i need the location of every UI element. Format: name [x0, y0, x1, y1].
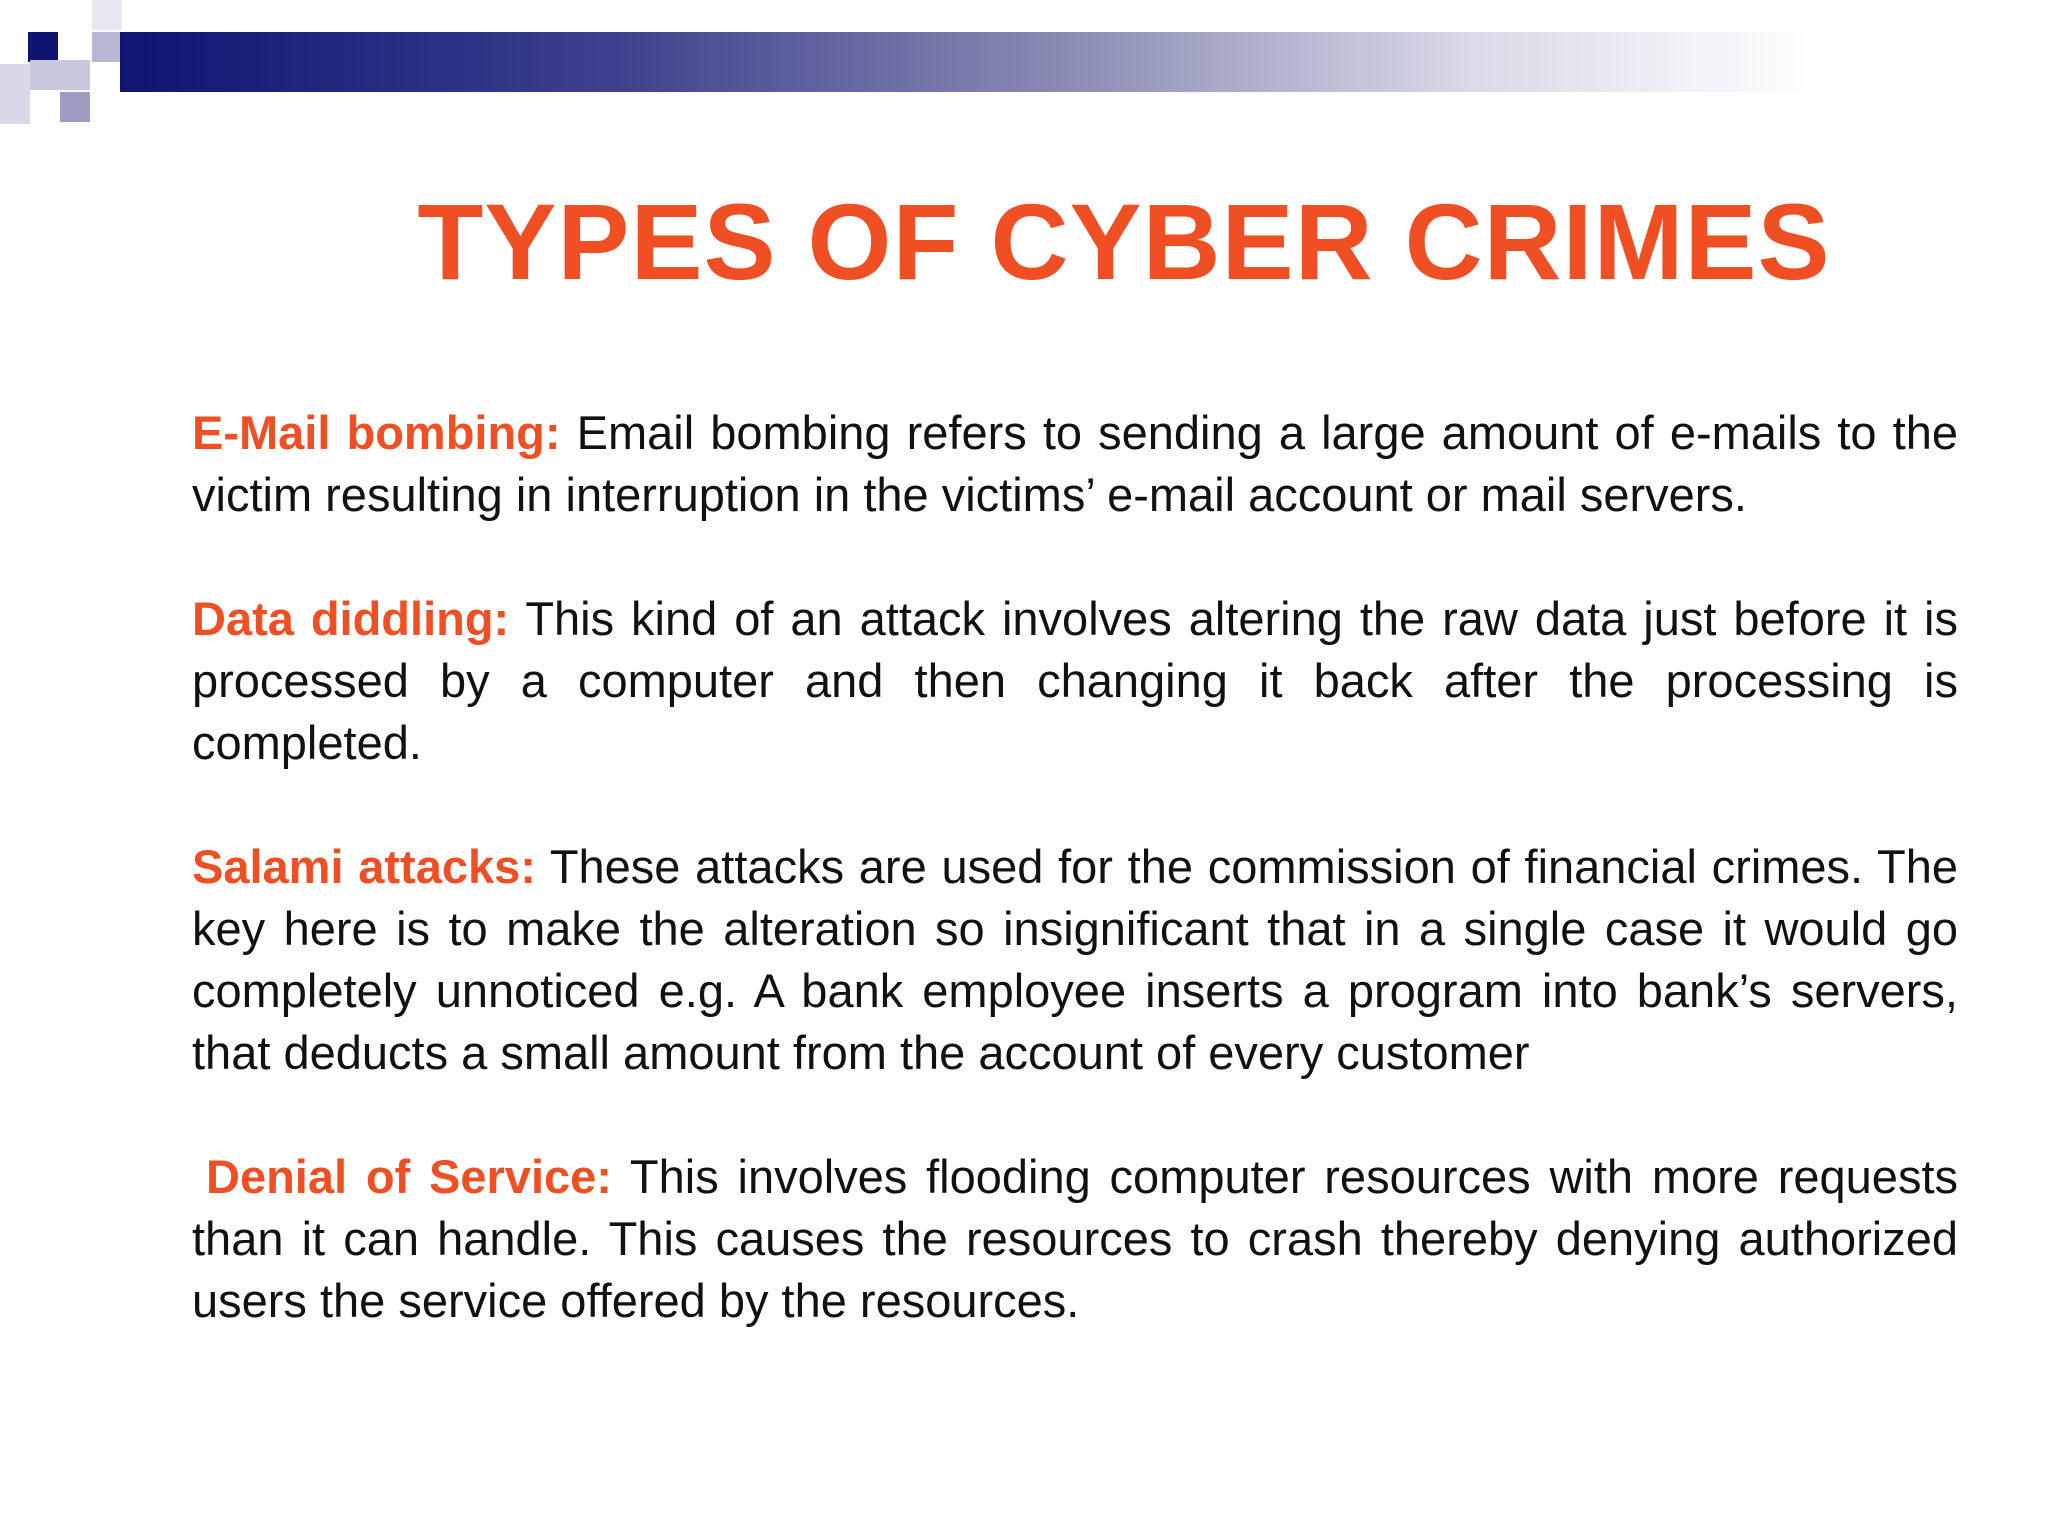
definition-item — [192, 402, 1958, 526]
decor-square — [28, 32, 58, 62]
definition-term: E-Mail bombing: — [192, 406, 561, 459]
definition-text: These attacks are used for the commission of financial crimes. The key here is to make the alteration so insignificant that in a single case it would go completely unnoticed e.g. A bank employee inserts a program into bank’s servers, that deducts a small amount from the account of every customer — [192, 840, 1958, 1079]
definition-term: Salami attacks: — [192, 840, 536, 893]
definition-term: Denial of Service: — [206, 1150, 612, 1203]
header-gradient-bar — [120, 32, 2048, 92]
slide-title: TYPES OF CYBER CRIMES — [417, 181, 1831, 302]
definition-text: Email bombing refers to sending a large amount of e-mails to the victim resulting in interruption in the victims’ e-mail account or mail servers. — [192, 406, 1958, 521]
decor-square — [60, 92, 90, 122]
definition-text: This involves flooding computer resources with more requests than it can handle. This causes the resources to crash thereby denying authorized users the service offered by the resources. — [192, 1150, 1958, 1327]
slide-body — [192, 402, 1958, 1394]
definition-item — [192, 588, 1958, 774]
definition-item — [192, 836, 1958, 1084]
decor-square — [92, 0, 122, 30]
decor-square — [92, 32, 122, 62]
definition-term: Data diddling: — [192, 592, 510, 645]
decor-square — [0, 64, 30, 124]
definition-text: This kind of an attack involves altering the raw data just before it is processed by a computer and then changing it back after the processing is completed. — [192, 592, 1958, 769]
definition-item — [192, 1146, 1958, 1332]
decor-square — [30, 60, 90, 90]
